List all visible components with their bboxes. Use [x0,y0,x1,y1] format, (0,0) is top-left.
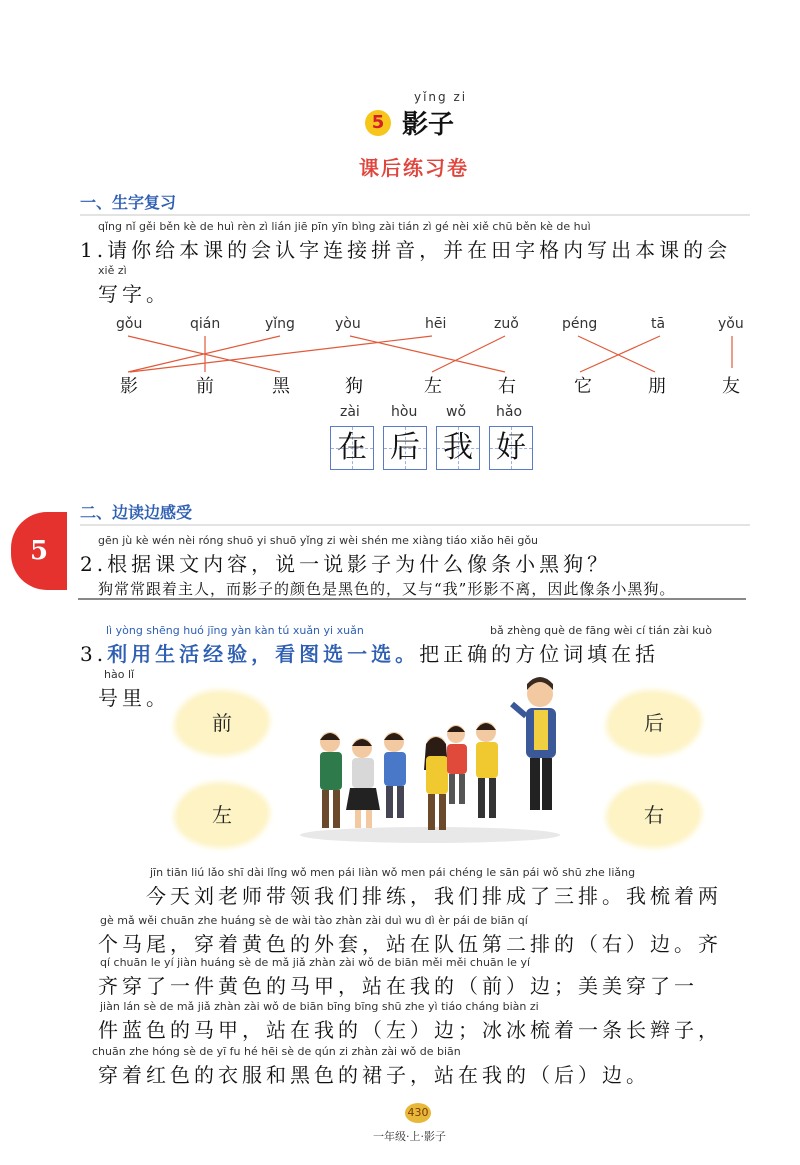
q3-pinyin-blue: lì yòng shēng huó jīng yàn kàn tú xuǎn yi xuǎn [106,624,364,637]
writing-grid-cell: 后 [383,426,427,470]
q1-pinyin-line1: qǐng nǐ gěi běn kè de huì rèn zì lián jiē pīn yīn bìng zài tián zì gé nèi xiě chū běn kè de huì [98,220,591,233]
child-figure [320,732,342,828]
label-right: 右 [610,786,698,844]
q2-answer: 狗常常跟着主人，而影子的颜色是黑色的，又与“我”形影不离，因此像条小黑狗。 [98,580,676,598]
label-back: 后 [610,694,698,752]
passage-pinyin: jīn tiān liú lǎo shī dài lǐng wǒ men pái liàn wǒ men pái chéng le sān pái wǒ shū zhe liǎng [150,866,636,879]
pinyin-item: péng [562,316,598,332]
passage-pinyin: gè mǎ wěi chuān zhe huáng sè de wài tào zhàn zài duì wu dì èr pái de biān qí [100,914,528,927]
q3-line2: 号里。 [98,686,170,710]
write-pinyin: hòu [391,404,418,420]
matching-lines [0,0,800,400]
char-item: 友 [722,376,744,397]
char-item: 朋 [648,376,670,397]
match-line [350,336,505,372]
writing-grid-cell: 我 [436,426,480,470]
section1-title: 一、生字复习 [80,193,177,212]
page-number: 430 [405,1103,431,1123]
child-figure [346,738,380,828]
section2-title: 二、边读边感受 [80,503,193,522]
passage-pinyin: qí chuān le yí jiàn huáng sè de mǎ jiǎ zhàn zài wǒ de biān měi měi chuān le yí [100,956,531,969]
char-item: 前 [196,376,218,397]
passage-pinyin: chuān zhe hóng sè de yī fu hé hēi sè de qún zi zhàn zài wǒ de biān [92,1045,461,1058]
q2-line: 2.根据课文内容，说一说影子为什么像条小黑狗？ [80,552,612,576]
writing-grid-cell: 在 [330,426,374,470]
q1-line1: 1.请你给本课的会认字连接拼音，并在田字格内写出本课的会 [80,238,732,262]
pinyin-item: yǒu [718,316,744,332]
answer-line [78,598,746,600]
char-item: 狗 [345,376,367,397]
pinyin-item: qián [190,316,221,332]
q2-pinyin: gēn jù kè wén nèi róng shuō yi shuō yǐng zi wèi shén me xiàng tiáo xiǎo hēi gǒu [98,534,539,547]
pinyin-item: hēi [425,316,447,332]
passage-line: 个马尾，穿着黄色的外套，站在队伍第二排的（右）边。齐 [98,932,722,956]
char-item: 它 [574,376,596,397]
q1-line2: 写字。 [98,282,170,306]
match-line [578,336,655,372]
title-pinyin: yǐng zi [414,90,468,104]
subtitle: 课后练习卷 [359,156,469,180]
q3-line1 [80,638,659,667]
write-pinyin: hǎo [496,404,523,420]
match-line [130,336,432,372]
child-figure [384,732,406,818]
pinyin-item: zuǒ [494,316,519,332]
char-item: 影 [120,376,142,397]
teacher-figure [512,677,556,810]
passage-line: 件蓝色的马甲，站在我的（左）边；冰冰梳着一条长辫子， [98,1018,722,1042]
char-item: 右 [498,376,520,397]
lesson-side-tab: 5 [11,512,67,590]
child-figure [447,725,467,804]
write-pinyin: wǒ [446,404,467,420]
passage-line: 今天刘老师带领我们排练，我们排成了三排。我梳着两 [98,884,722,908]
char-item: 左 [424,376,446,397]
q3-pinyin-line2: hào lǐ [104,668,135,681]
q3-pinyin-black: bǎ zhèng què de fāng wèi cí tián zài kuò [490,624,713,637]
writing-grid-cell: 好 [489,426,533,470]
lesson-number-badge: 5 [365,110,391,136]
q1-pinyin-line2: xiě zì [98,264,127,277]
footer-text: 一年级·上·影子 [373,1130,446,1143]
q3-instruction: 利用生活经验，看图选一选。 [107,642,420,666]
match-line [580,336,660,372]
char-item: 黑 [272,376,294,397]
section2-divider [80,524,750,526]
pinyin-item: tā [651,316,666,332]
lesson-title: 影子 [402,110,455,140]
passage-line: 穿着红色的衣服和黑色的裙子，站在我的（后）边。 [98,1063,650,1087]
pinyin-item: gǒu [116,316,143,332]
write-pinyin: zài [340,404,360,420]
label-left: 左 [178,786,266,844]
passage-line: 齐穿了一件黄色的马甲，站在我的（前）边；美美穿了一 [98,974,698,998]
classroom-illustration [290,670,580,845]
child-figure [424,736,448,830]
q3-instruction-rest: 把正确的方位词填在括 [419,642,660,666]
pinyin-item: yǐng [265,316,295,332]
pinyin-item: yòu [335,316,361,332]
q3-number: 3. [80,642,108,666]
match-line [432,336,505,372]
passage-pinyin: jiàn lán sè de mǎ jiǎ zhàn zài wǒ de biān bīng bīng shū zhe yì tiáo cháng biàn zi [100,1000,539,1013]
label-front: 前 [178,694,266,752]
child-figure [476,722,498,818]
